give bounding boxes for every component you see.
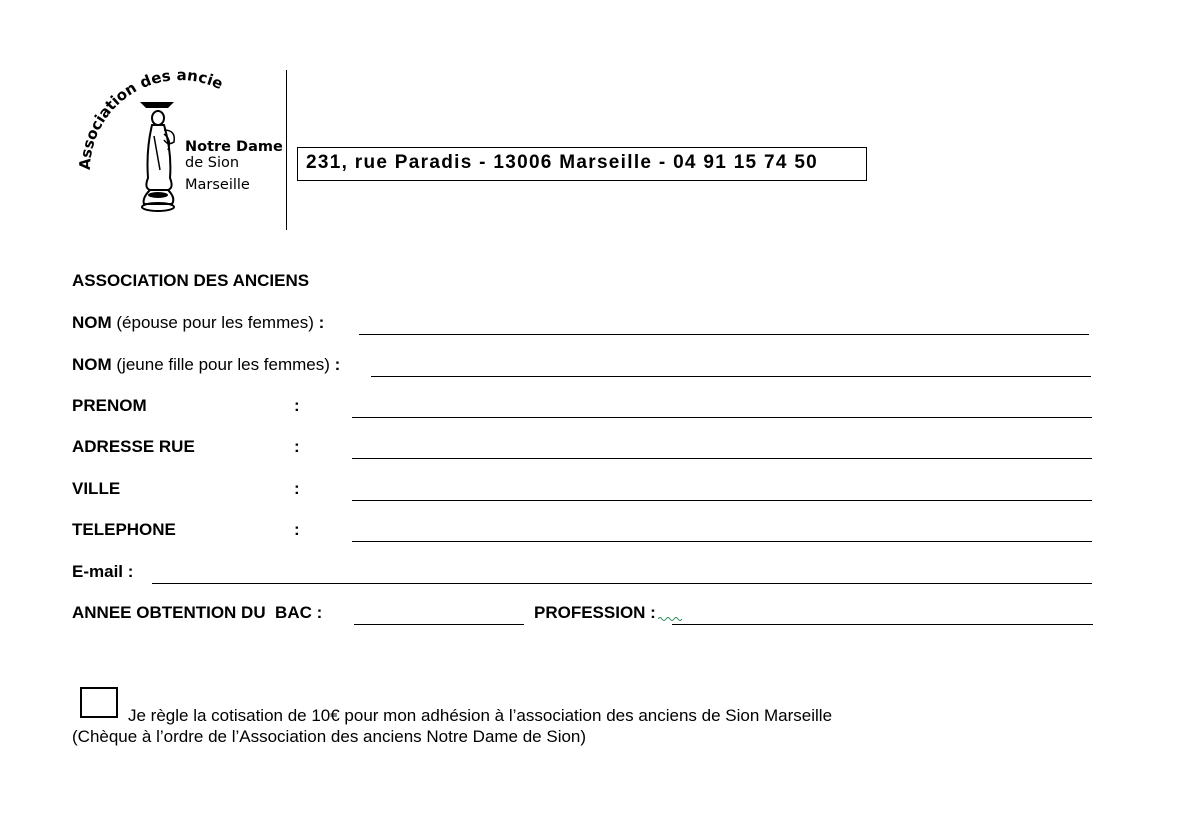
adresse-row <box>72 437 1094 459</box>
cotisation-text: Je règle la cotisation de 10€ pour mon adhésion à l’association des anciens de Sion Marseille <box>128 706 833 725</box>
email-row <box>72 562 1094 584</box>
nom-epouse-row <box>72 313 1094 335</box>
email-label: E-mail : <box>72 562 134 581</box>
prenom-colon: : <box>294 396 300 415</box>
profession-field[interactable] <box>672 624 1093 625</box>
nom-jeune-fille-field[interactable] <box>371 376 1091 377</box>
nom-epouse-label: NOM (épouse pour les femmes) : <box>72 313 325 332</box>
telephone-row <box>72 520 1094 542</box>
logo-arc-text: Association des ancie <box>75 70 226 171</box>
ville-colon: : <box>294 479 300 498</box>
nom-jeune-fille-row <box>72 355 1094 377</box>
annee-bac-label: ANNEE OBTENTION DU BAC : <box>72 603 323 622</box>
logo-divider <box>286 70 287 230</box>
cheque-note: (Chèque à l’ordre de l’Association des anciens Notre Dame de Sion) <box>72 727 587 746</box>
adresse-label: ADRESSE RUE <box>72 437 195 456</box>
ville-label: VILLE <box>72 479 121 498</box>
spellcheck-squiggle <box>658 616 682 622</box>
prenom-label: PRENOM <box>72 396 147 415</box>
email-field[interactable] <box>152 583 1092 584</box>
telephone-field[interactable] <box>352 541 1092 542</box>
nom-epouse-field[interactable] <box>359 334 1089 335</box>
address-box: 231, rue Paradis - 13006 Marseille - 04 91 15 74 50 <box>297 147 867 181</box>
bac-profession-row <box>72 603 1094 625</box>
adresse-colon: : <box>294 437 300 456</box>
adresse-field[interactable] <box>352 458 1092 459</box>
cotisation-checkbox[interactable] <box>80 687 118 718</box>
prenom-row <box>72 396 1094 418</box>
telephone-label: TELEPHONE <box>72 520 176 539</box>
logo-line2: de Sion <box>185 155 240 171</box>
madonna-statue-icon <box>72 70 284 230</box>
association-logo <box>72 70 284 230</box>
ville-row <box>72 479 1094 501</box>
annee-bac-field[interactable] <box>354 624 524 625</box>
logo-line3: Marseille <box>185 177 250 193</box>
form-heading: ASSOCIATION DES ANCIENS <box>72 271 310 290</box>
telephone-colon: : <box>294 520 300 539</box>
ville-field[interactable] <box>352 500 1092 501</box>
profession-label: PROFESSION : <box>534 603 656 622</box>
logo-line1: Notre Dame <box>185 139 283 155</box>
nom-jeune-fille-label: NOM (jeune fille pour les femmes) : <box>72 355 341 374</box>
prenom-field[interactable] <box>352 417 1092 418</box>
